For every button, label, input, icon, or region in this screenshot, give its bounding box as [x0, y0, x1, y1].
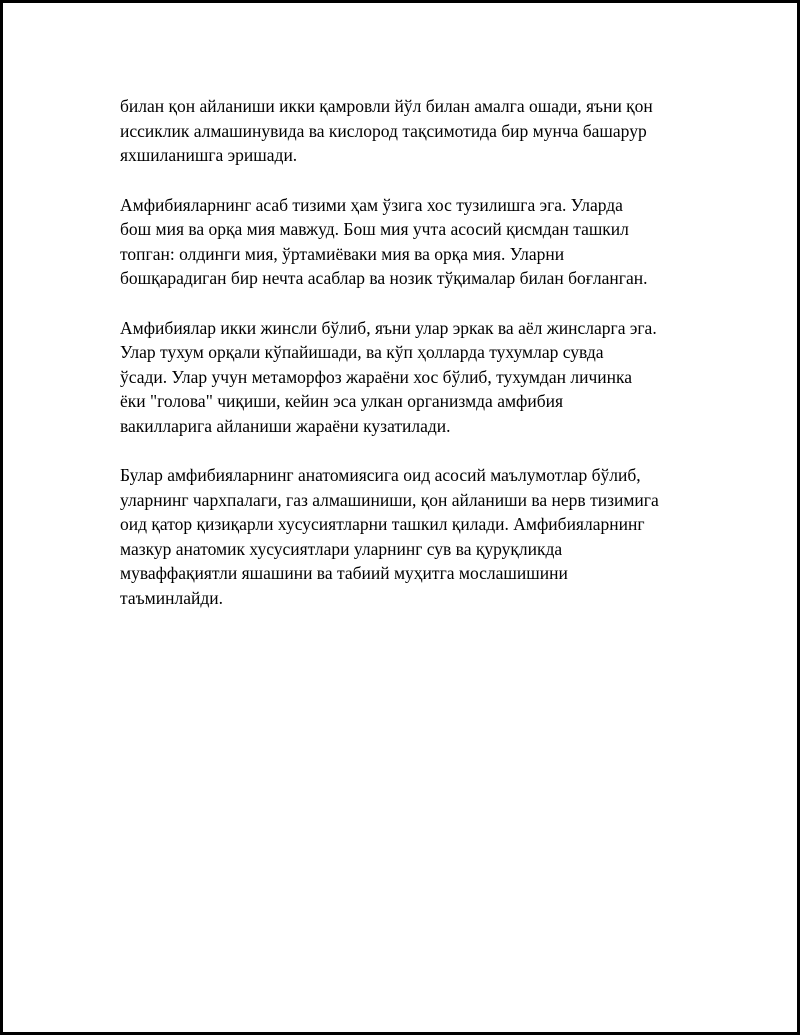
text-line: Улар тухум орқали кўпайишади, ва кўп ҳолларда тухумлар сувда — [120, 342, 604, 362]
paragraph-3 — [120, 316, 700, 439]
text-line: Булар амфибияларнинг анатомиясига оид асосий маълумотлар бўлиб, — [120, 465, 641, 485]
text-line: таъминлайди. — [120, 587, 223, 608]
text-line: муваффақиятли яшашини ва табиий муҳитга мослашишини — [120, 563, 568, 583]
paragraph-4 — [120, 463, 700, 610]
text-line: яхшиланишга эришади. — [120, 145, 298, 165]
paragraph-2 — [120, 193, 700, 291]
document-body — [120, 94, 700, 635]
text-line: мазкур анатомик хусусиятлари уларнинг сув ва қуруқликда — [120, 538, 563, 559]
text-line: уларнинг чархпалаги, газ алмашиниши, қон айланиши ва нерв тизимига — [120, 489, 659, 510]
text-line: Амфибиялар икки жинсли бўлиб, яъни улар эркак ва аёл жинсларга эга. — [120, 317, 657, 338]
text-line: ёки "голова" чиқиши, кейин эса улкан организмда амфибия — [120, 391, 564, 411]
text-line: иссиклик алмашинувида ва кислород тақсимотида бир мунча башарур — [120, 120, 647, 141]
paragraph-1 — [120, 94, 700, 168]
text-line: топган: олдинги мия, ўртамиёваки мия ва орқа мия. Уларни — [120, 243, 565, 264]
text-line: Амфибияларнинг асаб тизими ҳам ўзига хос тузилишга эга. Уларда — [120, 194, 623, 215]
text-line: оид қатор қизиқарли хусусиятларни ташкил қилади. Амфибияларнинг — [120, 514, 645, 534]
text-line: бошқарадиган бир нечта асаблар ва нозик тўқималар билан боғланган. — [120, 268, 648, 288]
text-line: бош мия ва орқа мия мавжуд. Бош мия учта асосий қисмдан ташкил — [120, 219, 629, 239]
text-line: вакилларига айланиши жараёни кузатилади. — [120, 415, 451, 436]
text-line: ўсади. Улар учун метаморфоз жараёни хос бўлиб, тухумдан личинка — [120, 366, 632, 387]
text-line: билан қон айланиши икки қамровли йўл билан амалга ошади, яъни қон — [120, 96, 653, 116]
